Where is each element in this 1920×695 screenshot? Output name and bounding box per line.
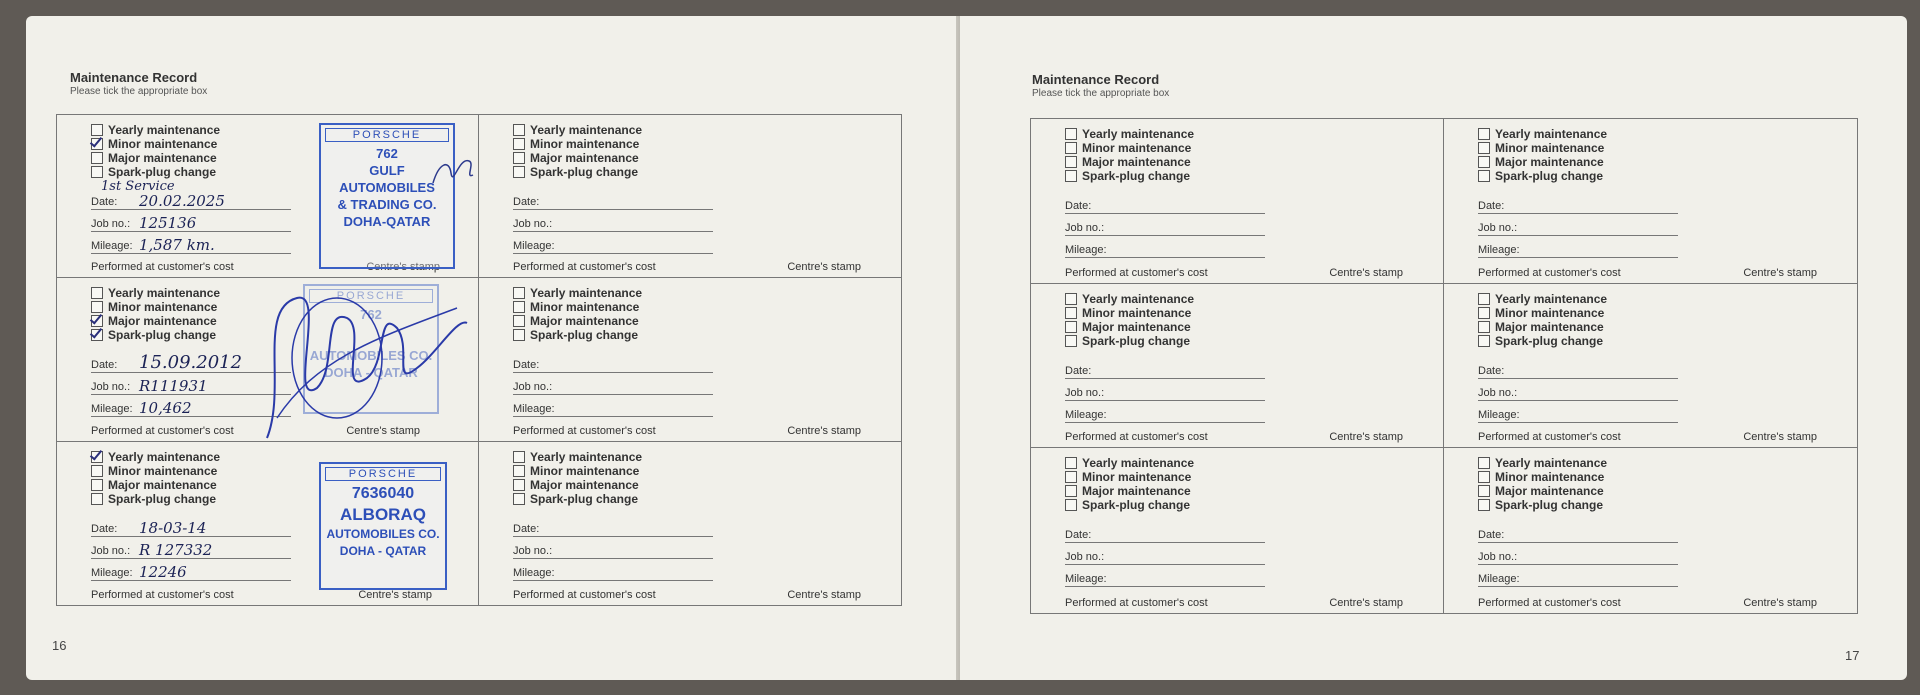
record-cell: [1444, 284, 1857, 449]
job-field[interactable]: [1478, 219, 1678, 236]
stamp-line: ALBORAQ: [340, 504, 426, 524]
checkbox[interactable]: [513, 465, 525, 477]
page-title: Maintenance Record: [1032, 72, 1160, 87]
option-label: Major maintenance: [530, 151, 639, 165]
job-field[interactable]: [1065, 219, 1265, 236]
job-label: Job no.:: [91, 218, 131, 230]
record-cell: [1031, 284, 1444, 449]
dealer-stamp: [319, 123, 455, 269]
record-cell: [57, 115, 479, 278]
stamp-line: 762: [360, 307, 382, 323]
mileage-label: Mileage:: [1478, 408, 1520, 421]
date-label: Date:: [1065, 364, 1092, 377]
option-label: Spark-plug change: [1495, 498, 1604, 513]
mileage-label: Mileage:: [1065, 408, 1107, 421]
date-label: Date:: [1478, 529, 1505, 542]
checkbox[interactable]: [1065, 128, 1077, 140]
centre-stamp-label: Centre's stamp: [1329, 431, 1403, 444]
page-subtitle: Please tick the appropriate box: [1032, 88, 1170, 99]
stamp-line: AUTOMOBILES: [339, 180, 435, 195]
option-label: Minor maintenance: [1495, 305, 1605, 320]
job-field[interactable]: [1065, 384, 1265, 401]
job-value: 125136: [139, 214, 197, 232]
mileage-field[interactable]: [91, 564, 291, 581]
job-label: Job no.:: [513, 218, 553, 230]
date-value: 18-03-14: [139, 518, 207, 537]
option-label: Major maintenance: [1082, 319, 1191, 334]
centre-stamp-label: Centre's stamp: [1329, 266, 1403, 279]
option-label: Major maintenance: [1495, 484, 1604, 499]
performed-label: Performed at customer's cost: [91, 588, 234, 601]
checkbox[interactable]: [513, 315, 525, 327]
date-field[interactable]: [1478, 526, 1678, 543]
option-label: Major maintenance: [1495, 155, 1604, 169]
option-label: Yearly maintenance: [530, 449, 643, 464]
job-label: Job no.:: [91, 544, 131, 557]
centre-stamp-label: Centre's stamp: [1743, 266, 1817, 279]
page-subtitle: Please tick the appropriate box: [70, 86, 208, 97]
mileage-field[interactable]: [1065, 406, 1265, 423]
record-cell: [57, 442, 479, 605]
checkbox[interactable]: [513, 479, 525, 491]
signature-mark: [429, 153, 479, 193]
mileage-field[interactable]: [1478, 570, 1678, 587]
job-value: R111931: [139, 377, 208, 396]
option-label: Spark-plug change: [108, 328, 217, 343]
option-label: Spark-plug change: [1082, 169, 1191, 183]
date-label: Date:: [91, 359, 118, 372]
job-label: Job no.:: [1478, 222, 1518, 234]
job-field[interactable]: [1478, 548, 1678, 565]
checkbox[interactable]: [1478, 170, 1490, 182]
mileage-field[interactable]: [1478, 241, 1678, 258]
job-field[interactable]: [1065, 548, 1265, 565]
record-grid: [1030, 118, 1858, 614]
checkbox[interactable]: [1478, 142, 1490, 154]
checkbox[interactable]: [91, 329, 103, 341]
checkbox[interactable]: [91, 451, 103, 463]
option-label: Yearly maintenance: [108, 286, 221, 301]
performed-label: Performed at customer's cost: [513, 588, 656, 601]
record-cell: [1031, 119, 1444, 284]
record-cell: [57, 278, 479, 441]
mileage-value: 10,462: [139, 399, 192, 418]
checkbox[interactable]: [1478, 457, 1490, 469]
record-cell: [479, 442, 901, 605]
handwritten-note: 1st Service: [101, 179, 175, 194]
option-label: Yearly maintenance: [1082, 127, 1195, 141]
centre-stamp-label: Centre's stamp: [1743, 431, 1817, 444]
job-field[interactable]: [513, 542, 713, 559]
page-number: 16: [52, 638, 67, 653]
mileage-value: 1,587 km.: [139, 236, 215, 254]
checkbox[interactable]: [1478, 293, 1490, 305]
right-page: [960, 16, 1907, 680]
option-label: Yearly maintenance: [1495, 127, 1608, 141]
mileage-label: Mileage:: [91, 566, 133, 579]
date-field[interactable]: [1478, 362, 1678, 379]
stamp-line: GULF: [369, 163, 405, 178]
performed-label: Performed at customer's cost: [91, 424, 234, 437]
mileage-field[interactable]: [1065, 570, 1265, 587]
mileage-label: Mileage:: [513, 403, 555, 416]
option-label: Spark-plug change: [108, 491, 217, 506]
page-title: Maintenance Record: [70, 70, 198, 85]
option-label: Minor maintenance: [108, 463, 218, 478]
performed-label: Performed at customer's cost: [1065, 597, 1208, 609]
option-label: Minor maintenance: [108, 300, 218, 315]
job-label: Job no.:: [1065, 222, 1105, 234]
stamp-line: & TRADING CO.: [337, 197, 437, 212]
option-label: Minor maintenance: [530, 137, 640, 151]
option-label: Spark-plug change: [530, 328, 639, 343]
checkbox[interactable]: [1478, 499, 1490, 511]
checkbox[interactable]: [91, 493, 103, 505]
stamp-line: DOHA - QATAR: [339, 543, 427, 558]
centre-stamp-label: Centre's stamp: [346, 424, 420, 437]
option-label: Spark-plug change: [1495, 169, 1604, 183]
stamp-line: 762: [376, 146, 398, 161]
centre-stamp-label: Centre's stamp: [787, 424, 861, 437]
date-label: Date:: [513, 522, 540, 535]
option-label: Yearly maintenance: [530, 123, 643, 137]
option-label: Minor maintenance: [1082, 470, 1192, 485]
checkbox[interactable]: [1065, 499, 1077, 511]
option-label: Yearly maintenance: [108, 123, 221, 137]
checkbox[interactable]: [1065, 335, 1077, 347]
performed-label: Performed at customer's cost: [1065, 266, 1208, 279]
centre-stamp-label: Centre's stamp: [1743, 597, 1817, 609]
option-label: Major maintenance: [1082, 155, 1191, 169]
option-label: Spark-plug change: [108, 165, 217, 179]
checkbox[interactable]: [1478, 471, 1490, 483]
mileage-label: Mileage:: [1478, 244, 1520, 256]
date-field[interactable]: [1478, 197, 1678, 214]
stamp-brand: PORSCHE: [325, 467, 441, 481]
job-label: Job no.:: [513, 381, 553, 394]
job-label: Job no.:: [1478, 551, 1518, 564]
option-label: Spark-plug change: [530, 491, 639, 506]
option-label: Yearly maintenance: [1082, 291, 1195, 306]
job-label: Job no.:: [1065, 386, 1105, 399]
checkbox[interactable]: [1478, 485, 1490, 497]
date-field[interactable]: [1065, 197, 1265, 214]
job-field[interactable]: [513, 215, 713, 232]
checkbox[interactable]: [513, 138, 525, 150]
checkbox[interactable]: [91, 465, 103, 477]
mileage-field[interactable]: [1065, 241, 1265, 258]
option-label: Spark-plug change: [1082, 498, 1191, 513]
date-field[interactable]: [513, 356, 713, 373]
mileage-label: Mileage:: [513, 566, 555, 579]
checkbox[interactable]: [1065, 170, 1077, 182]
option-label: Minor maintenance: [1082, 305, 1192, 320]
left-page: [26, 16, 956, 680]
centre-stamp-label: Centre's stamp: [1329, 597, 1403, 609]
checkbox[interactable]: [91, 166, 103, 178]
option-label: Spark-plug change: [1082, 333, 1191, 348]
option-label: Major maintenance: [1495, 319, 1604, 334]
checkbox[interactable]: [91, 138, 103, 150]
centre-stamp-label: Centre's stamp: [787, 588, 861, 601]
job-label: Job no.:: [1065, 551, 1105, 564]
mileage-field[interactable]: [513, 564, 713, 581]
mileage-label: Mileage:: [1478, 573, 1520, 586]
job-field[interactable]: [1478, 384, 1678, 401]
date-label: Date:: [513, 359, 540, 372]
option-label: Yearly maintenance: [530, 286, 643, 301]
checkbox[interactable]: [1065, 321, 1077, 333]
date-label: Date:: [1065, 529, 1092, 542]
date-field[interactable]: [1065, 362, 1265, 379]
checkbox[interactable]: [513, 124, 525, 136]
option-label: Major maintenance: [1082, 484, 1191, 499]
checkbox[interactable]: [513, 166, 525, 178]
checkbox[interactable]: [91, 479, 103, 491]
checkbox[interactable]: [1478, 307, 1490, 319]
centre-stamp-label: Centre's stamp: [358, 588, 432, 601]
date-label: Date:: [91, 522, 118, 535]
page-number: 17: [1845, 648, 1860, 663]
record-cell: [1444, 448, 1857, 613]
checkbox[interactable]: [1065, 485, 1077, 497]
date-label: Date:: [91, 196, 118, 208]
stamp-brand: PORSCHE: [325, 128, 449, 142]
option-label: Minor maintenance: [530, 300, 640, 315]
signature-mark: [227, 268, 477, 448]
checkbox[interactable]: [1065, 307, 1077, 319]
performed-label: Performed at customer's cost: [1478, 597, 1621, 609]
centre-stamp-label: Centre's stamp: [366, 261, 440, 274]
checkbox[interactable]: [513, 493, 525, 505]
checkbox[interactable]: [513, 329, 525, 341]
job-field[interactable]: [91, 542, 291, 559]
option-label: Major maintenance: [530, 314, 639, 329]
checkbox[interactable]: [1065, 293, 1077, 305]
date-label: Date:: [1478, 364, 1505, 377]
checkbox[interactable]: [91, 287, 103, 299]
checkbox[interactable]: [1478, 321, 1490, 333]
checkbox[interactable]: [1478, 335, 1490, 347]
mileage-label: Mileage:: [1065, 573, 1107, 586]
option-label: Minor maintenance: [1082, 141, 1192, 155]
checkbox[interactable]: [513, 301, 525, 313]
checkbox[interactable]: [1065, 142, 1077, 154]
mileage-label: Mileage:: [513, 240, 555, 252]
checkbox[interactable]: [513, 451, 525, 463]
option-label: Yearly maintenance: [1495, 291, 1608, 306]
job-label: Job no.:: [91, 381, 131, 394]
mileage-label: Mileage:: [91, 240, 133, 252]
date-label: Date:: [513, 196, 540, 208]
checkbox[interactable]: [1065, 156, 1077, 168]
date-field[interactable]: [513, 193, 713, 210]
date-field[interactable]: [91, 520, 291, 537]
dealer-stamp: [319, 462, 447, 590]
checkbox[interactable]: [513, 287, 525, 299]
record-cell: [479, 278, 901, 441]
checkbox[interactable]: [91, 152, 103, 164]
option-label: Minor maintenance: [1495, 470, 1605, 485]
option-label: Major maintenance: [108, 477, 217, 492]
option-label: Spark-plug change: [530, 165, 639, 179]
stamp-brand: PORSCHE: [309, 289, 433, 303]
checkbox[interactable]: [1065, 457, 1077, 469]
checkbox[interactable]: [1478, 156, 1490, 168]
centre-stamp-label: Centre's stamp: [787, 261, 861, 274]
checkbox[interactable]: [1478, 128, 1490, 140]
performed-label: Performed at customer's cost: [1478, 431, 1621, 444]
date-field[interactable]: [1065, 526, 1265, 543]
option-label: Minor maintenance: [1495, 141, 1605, 155]
option-label: Spark-plug change: [1495, 333, 1604, 348]
record-cell: [1444, 119, 1857, 284]
option-label: Minor maintenance: [530, 463, 640, 478]
performed-label: Performed at customer's cost: [1065, 431, 1208, 444]
mileage-field[interactable]: [1478, 406, 1678, 423]
job-field[interactable]: [91, 215, 291, 232]
date-field[interactable]: [513, 520, 713, 537]
mileage-label: Mileage:: [1065, 244, 1107, 256]
performed-label: Performed at customer's cost: [91, 261, 234, 274]
mileage-field[interactable]: [513, 237, 713, 254]
mileage-label: Mileage:: [91, 403, 133, 416]
record-grid: [56, 114, 902, 606]
date-value: 15.09.2012: [139, 352, 243, 374]
performed-label: Performed at customer's cost: [513, 261, 656, 274]
record-cell: [479, 115, 901, 278]
date-label: Date:: [1478, 200, 1505, 212]
performed-label: Performed at customer's cost: [1478, 266, 1621, 279]
performed-label: Performed at customer's cost: [513, 424, 656, 437]
stamp-line: DOHA - QATAR: [324, 365, 418, 381]
option-label: Major maintenance: [530, 477, 639, 492]
stamp-line: AUTOMOBILES CO.: [309, 348, 433, 364]
date-field[interactable]: [91, 193, 291, 210]
option-label: Major maintenance: [108, 151, 217, 165]
date-value: 20.02.2025: [139, 192, 225, 210]
checkbox[interactable]: [513, 152, 525, 164]
option-label: Yearly maintenance: [108, 449, 221, 464]
job-label: Job no.:: [1478, 386, 1518, 399]
job-value: R 127332: [139, 540, 213, 559]
option-label: Yearly maintenance: [1495, 456, 1608, 471]
job-label: Job no.:: [513, 544, 553, 557]
checkbox[interactable]: [1065, 471, 1077, 483]
stamp-line: AUTOMOBILES CO.: [326, 526, 440, 541]
mileage-field[interactable]: [513, 400, 713, 417]
option-label: Major maintenance: [108, 314, 217, 329]
record-cell: [1031, 448, 1444, 613]
stamp-line: 7636040: [351, 484, 415, 502]
date-label: Date:: [1065, 200, 1092, 212]
stamp-line: DOHA-QATAR: [343, 214, 431, 229]
mileage-field[interactable]: [91, 237, 291, 254]
option-label: Yearly maintenance: [1082, 456, 1195, 471]
mileage-value: 12246: [139, 562, 187, 581]
job-field[interactable]: [513, 378, 713, 395]
option-label: Minor maintenance: [108, 137, 218, 151]
